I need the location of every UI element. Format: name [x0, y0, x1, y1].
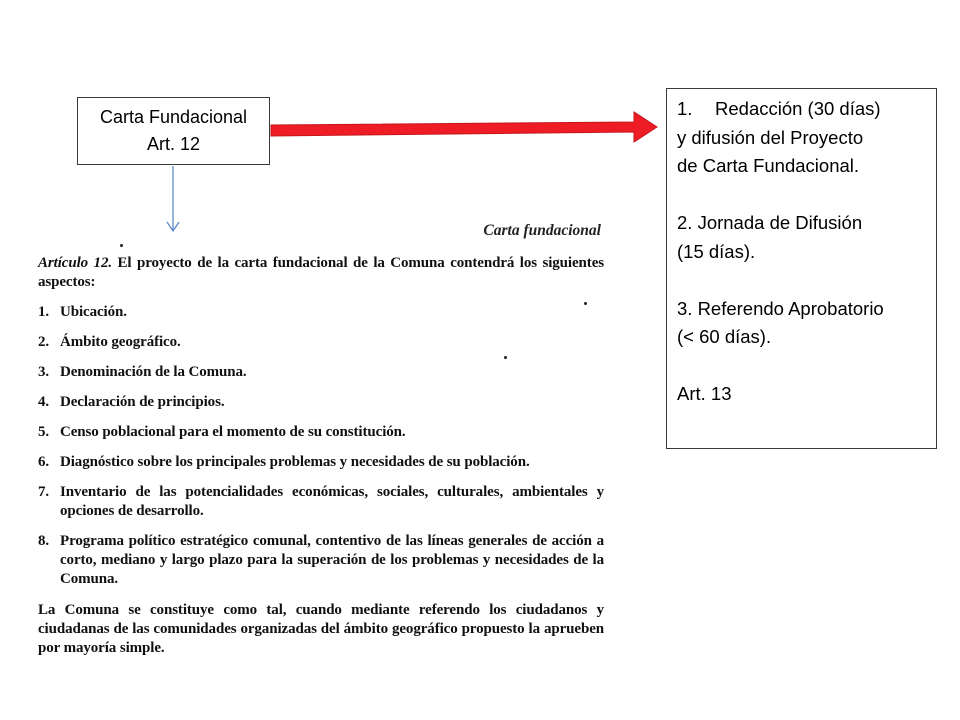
step-1-text: Redacción (30 días)	[715, 98, 881, 119]
carta-fundacional-article: Art. 12	[146, 134, 201, 154]
scan-speck	[120, 244, 123, 247]
scanned-article	[32, 216, 607, 668]
aspect-number: 8.	[38, 533, 50, 549]
aspect-number: 6.	[38, 454, 50, 470]
aspect-text: Declaración de principios.	[60, 394, 225, 410]
aspect-item	[38, 532, 604, 589]
spacer	[677, 181, 936, 210]
aspect-item	[38, 483, 604, 521]
step-3-line-2: (< 60 días).	[677, 326, 772, 347]
step-1-continuation-1: y difusión del Proyecto	[677, 126, 864, 148]
aspect-text: Diagnóstico sobre los principales problemas y necesidades de su población.	[60, 454, 530, 470]
aspect-text: Inventario de las potencialidades económicas, sociales, culturales, ambientales y opciones de desarrollo.	[60, 484, 604, 519]
scan-body	[38, 254, 604, 658]
aspect-number: 1.	[38, 304, 50, 320]
scan-heading: Carta fundacional	[483, 222, 601, 239]
article-label: Artículo 12.	[38, 255, 112, 271]
aspect-item	[38, 333, 604, 352]
aspect-number: 4.	[38, 394, 50, 410]
aspect-text: Programa político estratégico comunal, contentivo de las líneas generales de acción a corto, mediano y largo plazo para la superación de los problemas y necesidades de la Comuna.	[60, 533, 604, 587]
article-closing: La Comuna se constituye como tal, cuando mediante referendo los ciudadanos y ciudadanas de las comunidades organizadas del ámbito geográfico propuesto la aprueben por mayoría simple.	[38, 602, 604, 656]
article-reference: Art. 13	[677, 383, 732, 404]
aspect-item	[38, 363, 604, 382]
article-intro-text: El proyecto de la carta fundacional de la Comuna contendrá los siguientes aspectos:	[38, 255, 604, 290]
steps-box	[666, 88, 937, 449]
aspect-number: 5.	[38, 424, 50, 440]
step-2-line-1: 2. Jornada de Difusión	[677, 212, 863, 233]
aspect-number: 2.	[38, 334, 50, 350]
article-intro	[38, 254, 604, 292]
step-3-line-1: 3. Referendo Aprobatorio	[677, 297, 884, 319]
step-1-number: 1.	[677, 98, 693, 119]
aspect-text: Censo poblacional para el momento de su constitución.	[60, 424, 406, 440]
aspect-number: 7.	[38, 484, 50, 500]
step-1-line	[677, 95, 936, 124]
aspect-text: Ámbito geográfico.	[60, 334, 181, 350]
aspect-text: Denominación de la Comuna.	[60, 364, 247, 380]
spacer	[677, 352, 936, 381]
aspect-item	[38, 303, 604, 322]
aspect-item	[38, 453, 604, 472]
step-1-continuation-2: de Carta Fundacional.	[677, 155, 860, 176]
aspect-text: Ubicación.	[60, 304, 127, 320]
aspect-item	[38, 423, 604, 442]
carta-fundacional-box	[77, 97, 270, 165]
step-2-line-2: (15 días).	[677, 240, 756, 262]
main-arrow	[271, 112, 657, 142]
spacer	[677, 266, 936, 295]
aspect-number: 3.	[38, 364, 50, 380]
aspect-item	[38, 393, 604, 412]
carta-fundacional-title: Carta Fundacional	[99, 107, 248, 127]
